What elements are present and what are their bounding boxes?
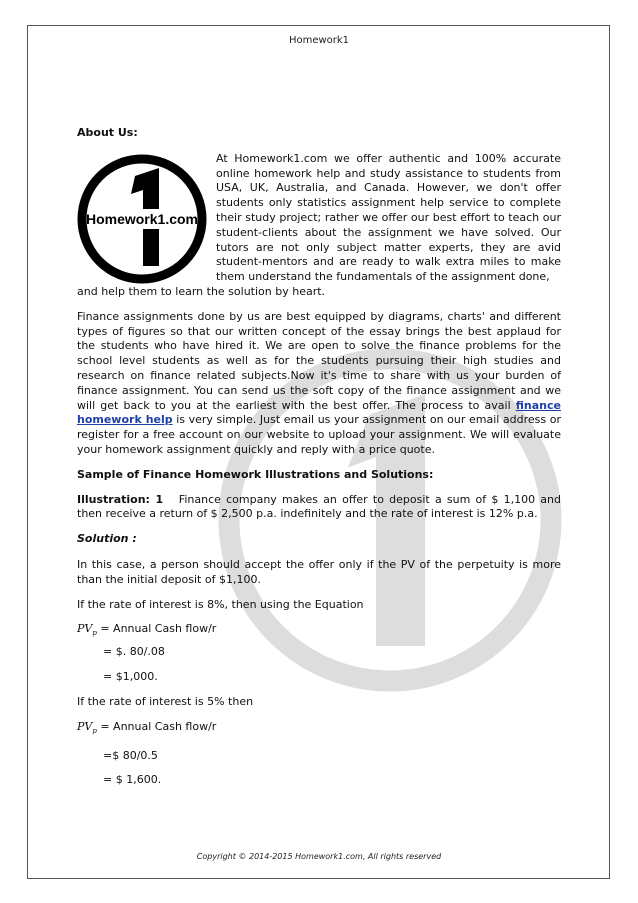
equation-1-line-3: = $1,000. [103, 670, 158, 684]
finance-text-before: Finance assignments done by us are best equipped by diagrams, charts' and different types of figures so that our written concept of the essay brings the best applaud for the students who have hired it. We are open to solve the finance problems for the school level students as well as for the students pursuing their high studies and research on finance related subjects.Now it's time to share with us your burden of finance assignment. You can send us the soft copy of the finance assignment and we will get back to you at the earliest with the best offer. The process to avail [77, 309, 561, 412]
illustration-text: Finance company makes an offer to deposit a sum of $ 1,100 and then receive a return of $ 2,500 p.a. indefinitely and the rate of interest is 12% p.a. [77, 492, 561, 521]
about-section [77, 152, 561, 285]
equation-2-line-2: =$ 80/0.5 [103, 748, 158, 762]
page-footer: Copyright © 2014-2015 Homework1.com, All rights reserved [196, 852, 442, 861]
homework1-logo-icon [77, 154, 207, 284]
pv-symbol: $PV_p$ [77, 719, 97, 735]
finance-homework-help-link[interactable]: finance homework help [77, 398, 561, 427]
illustration-label: Illustration: 1 [77, 492, 164, 506]
equation-1-line-2: = $. 80/.08 [103, 645, 165, 659]
rate-8-text: If the rate of interest is 8%, then using the Equation [77, 597, 364, 611]
logo-text: Homework1.com [85, 210, 199, 227]
sample-heading: Sample of Finance Homework Illustrations and Solutions: [77, 467, 434, 481]
finance-text-after: is very simple. Just email us your assignment on our email address or register for a free account on our website to upload your assignment. We will evaluate your homework assignment quickly and reply with a price quote. [77, 413, 561, 456]
document-body [77, 126, 561, 788]
about-tail: and help them to learn the solution by heart. [77, 284, 326, 298]
finance-paragraph [77, 310, 561, 458]
illustration-paragraph [77, 493, 561, 523]
equation-1-line-1: $PV_p$ = Annual Cash flow/r [77, 622, 217, 638]
equation-2-line-3: = $ 1,600. [103, 773, 162, 787]
about-heading: About Us: [77, 126, 138, 139]
page-header: Homework1 [288, 35, 350, 46]
about-body: At Homework1.com we offer authentic and 100% accurate online homework help and study assistance to students from USA, UK, Australia, and Canada. However, we don't offer students only statistics assignment help service to complete their study project; rather we offer our best effort to teach our student-clients about the assignment we have solved. Our tutors are not only subject matter experts, they are avid student-mentors and are ready to walk extra miles to make them understand the fundamentals of the assignment done, [216, 151, 561, 284]
solution-text: In this case, a person should accept the offer only if the PV of the perpetuity is more than the initial deposit of $1,100. [77, 557, 561, 586]
solution-label: Solution : [77, 532, 137, 546]
pv-symbol: $PV_p$ [77, 622, 97, 638]
equation-2-line-1: $PV_p$ = Annual Cash flow/r [77, 719, 217, 735]
rate-5-text: If the rate of interest is 5% then [77, 694, 254, 708]
